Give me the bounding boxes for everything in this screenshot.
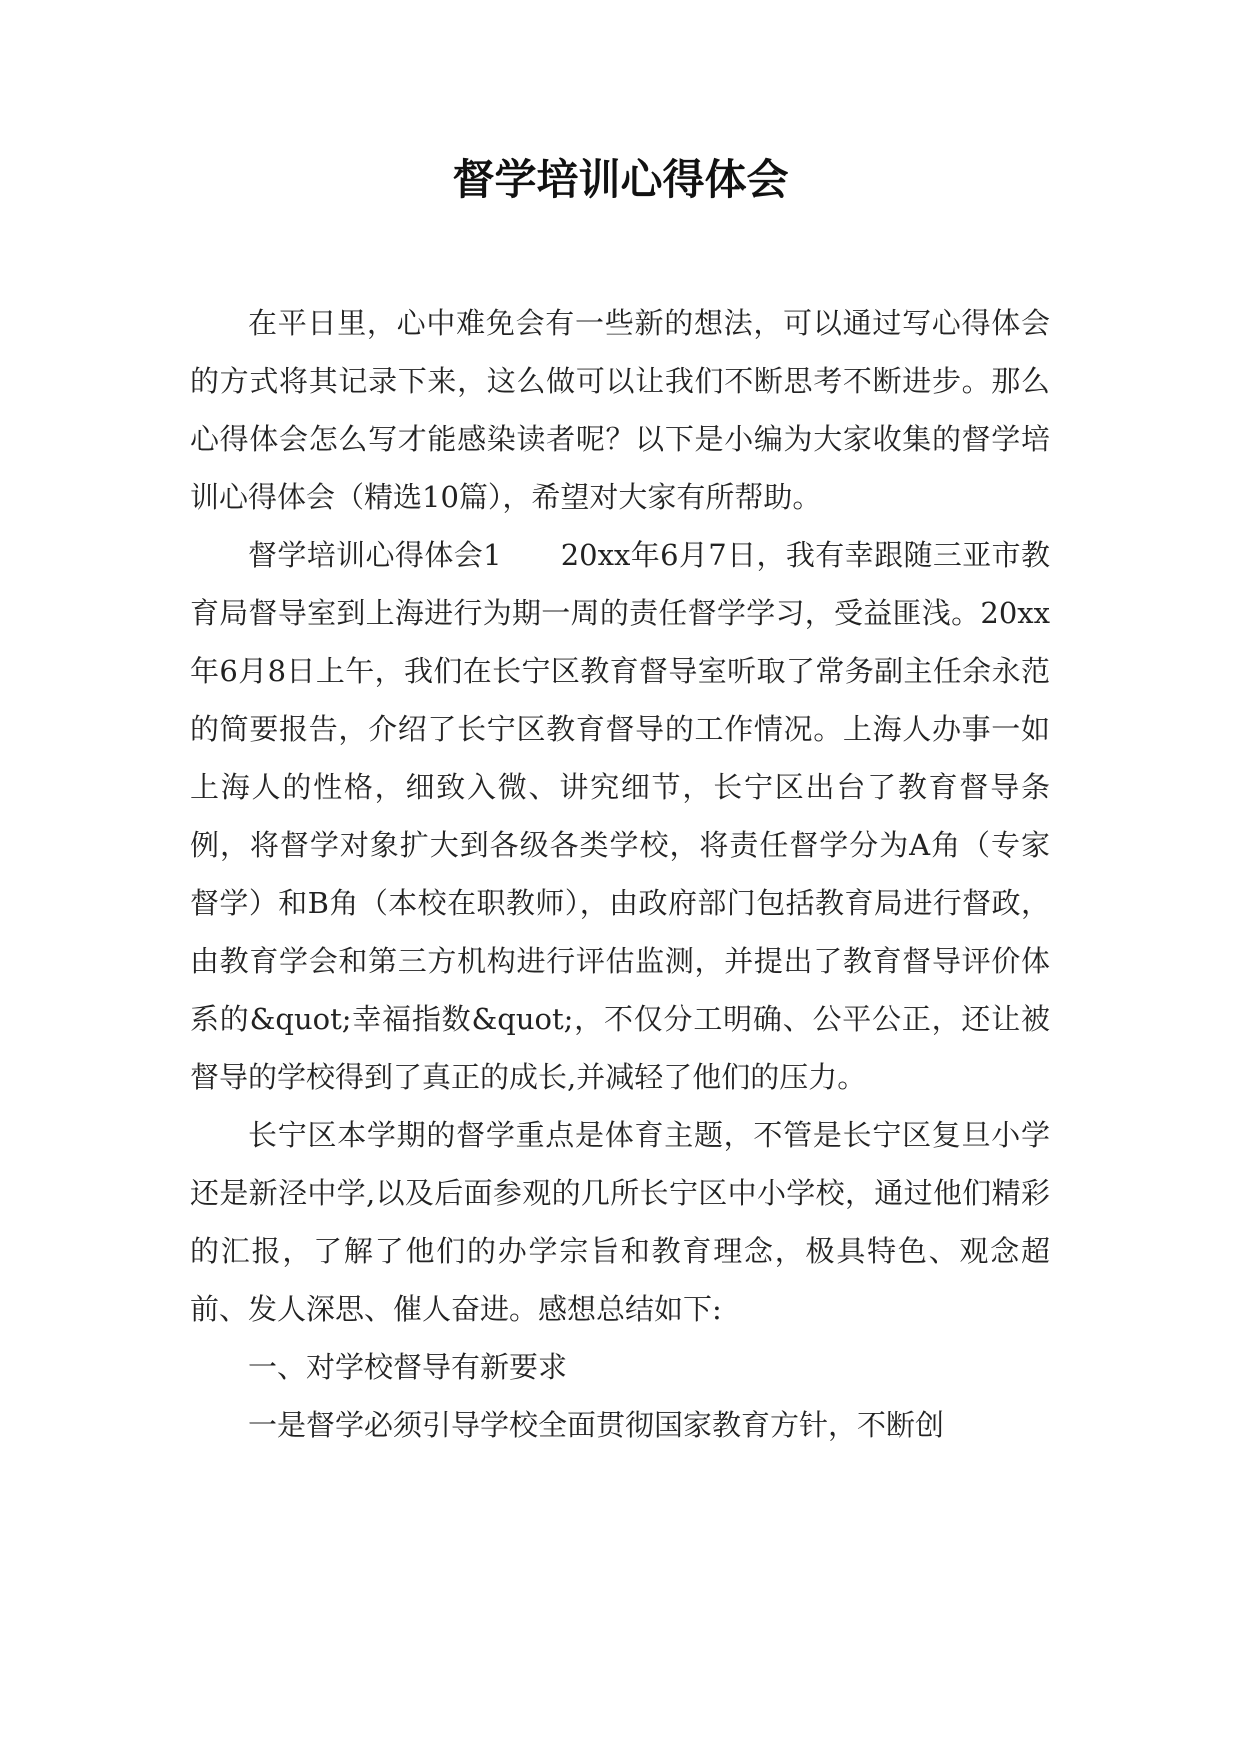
paragraph-intro: 在平日里，心中难免会有一些新的想法，可以通过写心得体会的方式将其记录下来，这么做可以让我们不断思考不断进步。那么心得体会怎么写才能感染读者呢？以下是小编为大家收集的督学培训心得体会（精选10篇），希望对大家有所帮助。 <box>190 306 1050 514</box>
section-heading-1: 一、对学校督导有新要求 <box>248 1350 568 1384</box>
paragraph-experience-1: 督学培训心得体会1 20xx年6月7日，我有幸跟随三亚市教育局督导室到上海进行为期一周的责任督学学习，受益匪浅。20xx年6月8日上午，我们在长宁区教育督导室听取了常务副主任余永范的简要报告，介绍了长宁区教育督导的工作情况。上海人办事一如上海人的性格，细致入微、讲究细节，长宁区出台了教育督导条例，将督学对象扩大到各级各类学校，将责任督学分为A角（专家督学）和B角（本校在职教师），由政府部门包括教育局进行督政，由教育学会和第三方机构进行评估监测，并提出了教育督导评价体系的&quot;幸福指数&quot;，不仅分工明确、公平公正，还让被督导的学校得到了真正的成长,并减轻了他们的压力。 <box>190 538 1050 1094</box>
document-title: 督学培训心得体会 <box>452 155 789 204</box>
paragraph-changning-focus: 长宁区本学期的督学重点是体育主题，不管是长宁区复旦小学还是新泾中学,以及后面参观的几所长宁区中小学校，通过他们精彩的汇报，了解了他们的办学宗旨和教育理念，极具特色、观念超前、发人深思、催人奋进。感想总结如下: <box>190 1118 1050 1326</box>
paragraph-point-1: 一是督学必须引导学校全面贯彻国家教育方针，不断创 <box>248 1408 945 1442</box>
document-body <box>190 294 1050 1454</box>
